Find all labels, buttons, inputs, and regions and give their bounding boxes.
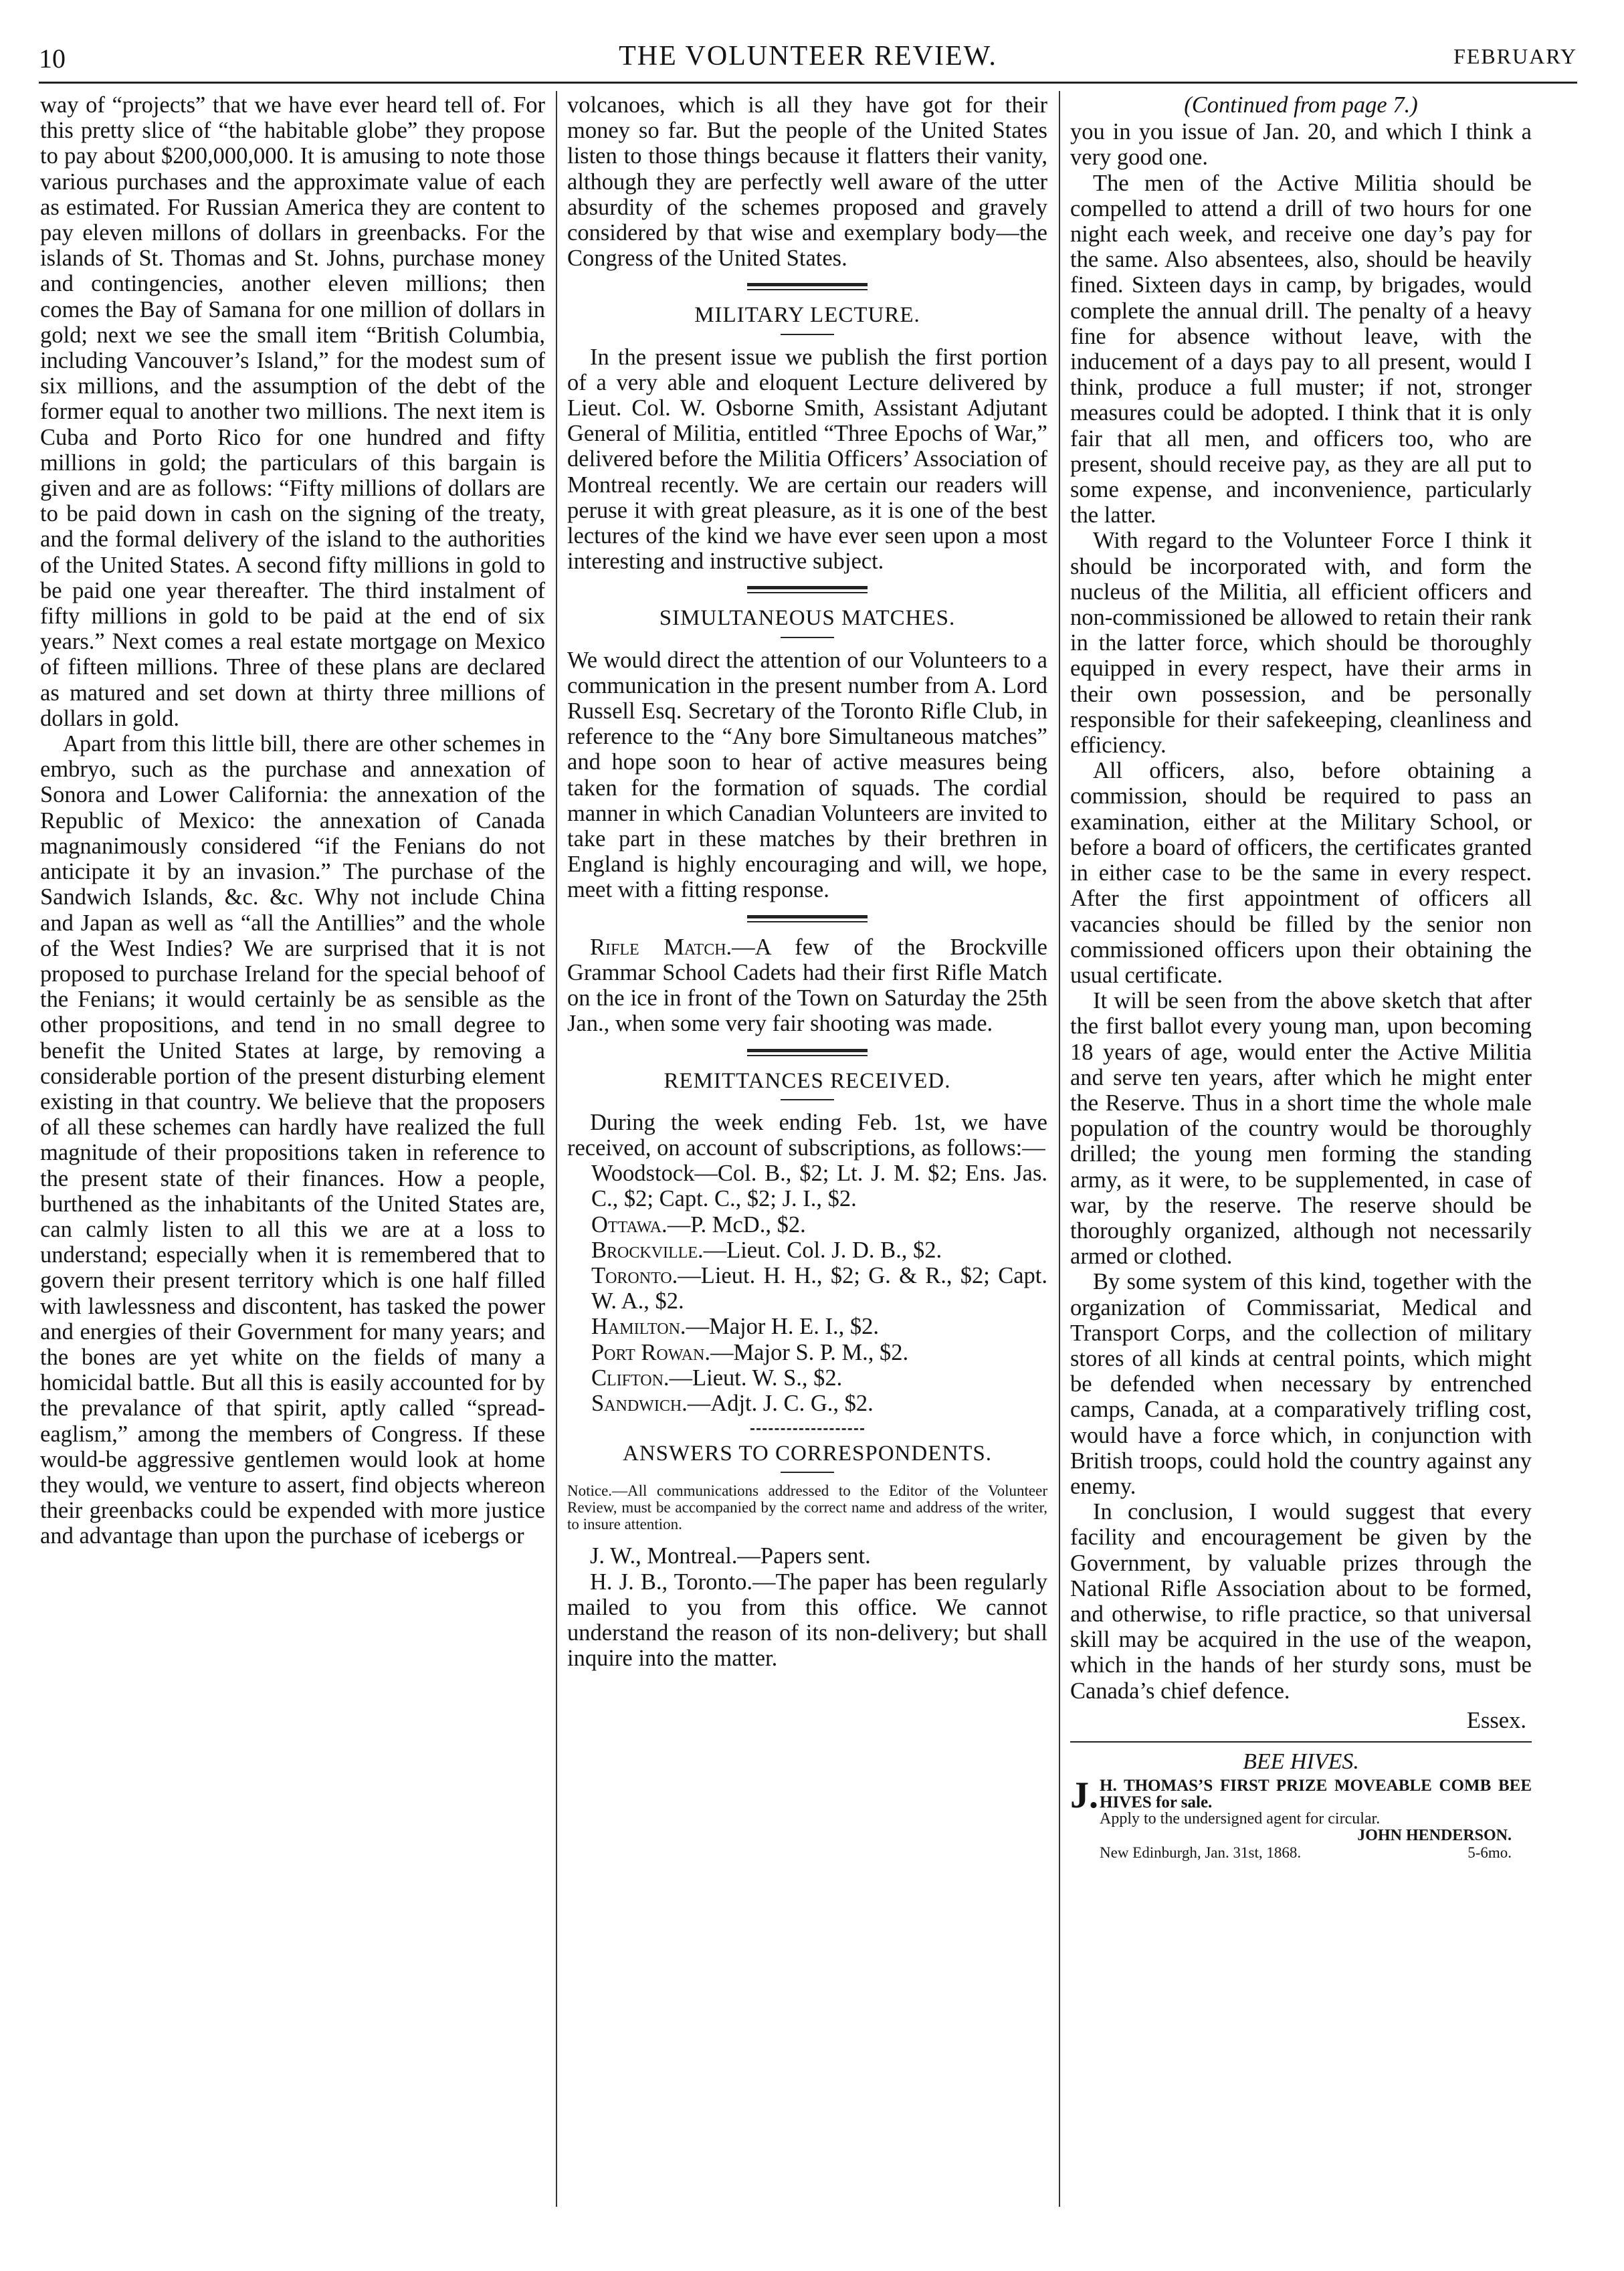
heading-rule <box>781 1099 834 1100</box>
remittance-text: —Adjt. J. C. G., $2. <box>687 1390 874 1416</box>
section-divider <box>747 1049 868 1056</box>
editorial-continuation: volcanoes, which is all they have got for their money so far. But the people of the United States listen to those things because it flatters their vanity, although they are perfectly well aware of the utter absurdity of the schemes proposed and gravely considered by that wise and exemplary body—the Congress of the United States. <box>567 92 1047 272</box>
page-number: 10 <box>39 43 66 74</box>
advert-body <box>1070 1777 1532 1861</box>
simultaneous-matches-text: We would direct the attention of our Volunteers to a communication in the present number from A. Lord Russell Esq. Secretary of the Toronto Rifle Club, in reference to the “Any bore Simultaneous matches” and hope soon to hear of active measures being taken for the formation of squads. The cordial manner in which Canadian Volunteers are invited to take part in these matches by their brethren in England is highly encouraging and will, we hope, meet with a fitting response. <box>567 647 1047 903</box>
section-divider <box>747 283 868 290</box>
editor-notice: Notice.—All communications addressed to the Editor of the Volunteer Review, must be accompanied by the correct name and address of the writer, to insure attention. <box>567 1482 1047 1533</box>
heading-rule <box>781 637 834 638</box>
advert-footer <box>1100 1844 1532 1861</box>
continued-note: (Continued from page 7.) <box>1184 92 1418 118</box>
letter-paragraph: It will be seen from the above sketch that after the first ballot every young man, upon becoming 18 years of age, would enter the Active Militia and serve ten years, after which he might enter the Reserve. Thus in a short time the whole male population of the country would be thoroughly drilled; the young men forming the standing army, as it were, to be supplemented, in case of war, by the reserve. The reserve should be thoroughly organized, although not necessarily armed or clothed. <box>1070 988 1532 1270</box>
answers-heading: ANSWERS TO CORRESPONDENTS. <box>623 1442 992 1466</box>
remittance-entry <box>567 1161 1047 1211</box>
section-divider <box>747 915 868 922</box>
letter-paragraph: By some system of this kind, together with the organization of Commissariat, Medical and Transport Corps, and the collection of military stores of all kinds at central points, which might be defended when necessary by entrenched camps, Canada, at a comparatively trifling cost, would have a force which, in conjunction with British troops, could hold the country against any enemy. <box>1070 1269 1532 1499</box>
remittance-text: —Major H. E. I., $2. <box>686 1314 879 1340</box>
remittance-place: Clifton. <box>591 1365 670 1391</box>
section-divider <box>747 586 868 593</box>
remittance-text: —Lieut. Col. J. D. B., $2. <box>703 1237 942 1263</box>
remittance-entry <box>567 1238 1047 1263</box>
issue-month: FEBRUARY <box>1453 44 1577 68</box>
answer-item: H. J. B., Toronto.—The paper has been regularly mailed to you from this office. We cannot understand the reason of its non-delivery; but shall inquire into the matter. <box>567 1569 1047 1672</box>
remittances-heading: REMITTANCES RECEIVED. <box>664 1068 951 1093</box>
advert-title: BEE HIVES. <box>1243 1749 1359 1774</box>
remittance-entry <box>567 1212 1047 1238</box>
letter-paragraph: The men of the Active Militia should be compelled to attend a drill of two hours for one night each week, and receive one day’s pay for the same. Also absentees, also, should be heavily fined. Sixteen days in camp, by brigades, would complete the annual drill. The penalty of a heavy fine for absence without leave, with the inducement of a days pay to all present, would I think, produce a full muster; if not, stronger measures could be adopted. I think that it is only fair that all men, and officers too, who are present, should receive pay, as they are all put to some expense, and inconvenience, particularly the latter. <box>1070 170 1532 528</box>
advert-agent-name: JOHN HENDERSON. <box>1357 1827 1512 1845</box>
remittance-place: Toronto. <box>591 1262 678 1288</box>
remittance-entry <box>567 1263 1047 1314</box>
advert-rule <box>1070 1741 1532 1743</box>
advert-instructions: Apply to the undersigned agent for circular. <box>1100 1810 1381 1828</box>
remittance-place: Ottawa. <box>591 1211 668 1238</box>
section-divider <box>750 1428 864 1430</box>
remittance-place: Hamilton. <box>591 1314 686 1340</box>
remittance-place: Port Rowan. <box>591 1339 710 1365</box>
heading-rule <box>781 334 834 335</box>
column-divider-2 <box>1059 91 1060 2207</box>
column-divider-1 <box>556 91 557 2207</box>
simultaneous-matches-heading: SIMULTANEOUS MATCHES. <box>659 606 956 631</box>
military-lecture-heading: MILITARY LECTURE. <box>694 303 920 328</box>
remittance-text: —Lieut. W. S., $2. <box>669 1365 843 1391</box>
remittance-entry <box>567 1340 1047 1365</box>
remittance-place: Sandwich. <box>591 1390 688 1416</box>
letter-paragraph: In conclusion, I would suggest that every facility and encouragement be given by the Government, by valuable prizes through the National Rifle Association about to be formed, and otherwise, to rifle practice, so that universal skill may be acquired in the use of the weapon, which in the hands of her sturdy sons, must be Canada’s chief defence. <box>1070 1499 1532 1704</box>
military-lecture-text: In the present issue we publish the first portion of a very able and eloquent Lecture delivered by Lieut. Col. W. Osborne Smith, Assistant Adjutant General of Militia, entitled “Three Epochs of War,” delivered before the Militia Officers’ Association of Montreal recently. We are certain our readers will peruse it with great pleasure, as it is one of the best lectures of the kind we have ever seen upon a most interesting and instructive subject. <box>567 344 1047 575</box>
rifle-match-item <box>567 934 1047 1037</box>
column-2 <box>567 92 1047 1671</box>
letter-signature: Essex. <box>1466 1707 1526 1733</box>
remittance-text: Woodstock—Col. B., $2; Lt. J. M. $2; Ens. Jas. C., $2; Capt. C., $2; J. I., $2. <box>591 1161 1047 1212</box>
remittance-entry <box>567 1314 1047 1339</box>
advert-place-date: New Edinburgh, Jan. 31st, 1868. <box>1100 1844 1302 1862</box>
advert-code: 5-6mo. <box>1467 1844 1512 1862</box>
heading-rule <box>781 1472 834 1473</box>
page-header <box>39 37 1577 78</box>
answer-item: J. W., Montreal.—Papers sent. <box>590 1543 871 1569</box>
rifle-match-text: —A few of the Brockville Grammar School Cadets had their first Rifle Match on the ice in front of the Town on Saturday the 25th Jan., when some very fair shooting was made. <box>567 934 1047 1037</box>
letter-paragraph: With regard to the Volunteer Force I think it should be incorporated with, and form the nucleus of the Militia, all efficient officers and non-commissioned be allowed to retain their rank in the latter force, which should be thoroughly equipped in every respect, have their arms in their own possession, and be personally responsible for their safekeeping, cleanliness and efficiency. <box>1070 528 1532 759</box>
letter-paragraph: you in you issue of Jan. 20, and which I think a very good one. <box>1070 119 1532 171</box>
column-3 <box>1070 92 1532 1861</box>
remittance-text: —Lieut. H. H., $2; G. & R., $2; Capt. W. A., $2. <box>591 1262 1047 1314</box>
remittance-place: Brockville. <box>591 1237 704 1263</box>
newspaper-title: THE VOLUNTEER REVIEW. <box>619 41 997 72</box>
remittance-entry <box>567 1391 1047 1416</box>
editorial-paragraph-1: way of “projects” that we have ever heard tell of. For this pretty slice of “the habitable globe” they propose to pay about $200,000,000. It is amusing to note those various purchases and the approximate value of each as estimated. For Russian America they are content to pay eleven millons of dollars in greenbacks. For the islands of St. Thomas and St. Johns, purchase money and contingencies, another eleven millions; then comes the Bay of Samana for one million of dollars in gold; next we see the small item “British Columbia, including Vancouver’s Island,” for the modest sum of six millions, and the assumption of the debt of the former equal to another two millions. The next item is Cuba and Porto Rico for one hundred and fifty millions in gold; the particulars of this bargain is given and are as follows: “Fifty millions of dollars are to be paid down in cash on the signing of the treaty, and the formal delivery of the island to the authorities of the United States. A second fifty millions in gold to be paid one year thereafter. The third instalment of fifty millions in gold to be paid at the end of six years.” Next comes a real estate mortgage on Mexico of fifteen millions. Three of these plans are declared as matured and set down at thirty three millions of dollars in gold. <box>40 92 545 731</box>
editorial-paragraph-2: Apart from this little bill, there are other schemes in embryo, such as the purchase and annexation of Sonora and Lower California: the annexation of the Republic of Mexico: the annexation of Canada magnanimously considered “if the Fenians do not anticipate it by an invasion.” The purchase of the Sandwich Islands, &c. &c. Why not include China and Japan as well as “all the Antillies” and the whole of the West Indies? We are surprised that it is not proposed to purchase Ireland for the special behoof of the Fenians; it would certainly be as sensible as the other propositions, and tend in no small degree to benefit the United States at large, by removing a considerable portion of the present disturbing element existing in that country. We believe that the proposers of all these schemes can hardly have realized the full magnitude of their propositions taken in reference to the present state of their finances. How a people, burthened as the inhabitants of the United States are, can calmly listen to all this we are at a loss to understand; especially when it is remembered that to govern their present territory which is one half filled with lawlessness and discontent, has tasked the power and energies of their Government for many years; and the bones are yet white on the fields of many a homicidal battle. But all this is easily accounted for by the prevalance of that spirit, aptly called “spread-eaglism,” among the members of Congress. If these would-be aggressive gentlemen would look at home they would, we venture to assert, find objects whereon their greenbacks could be expended with more justice and advantage than upon the purchase of icebergs or <box>40 731 545 1549</box>
remittance-text: —Major S. P. M., $2. <box>710 1339 909 1365</box>
rifle-match-label: Rifle Match. <box>590 934 732 960</box>
letter-paragraph: All officers, also, before obtaining a commission, should be required to pass an examination, either at the Military School, or before a board of officers, the certificates granted in either case to be the same in every respect. After the first appointment of officers all vacancies should be filled by the senior non commissioned officers upon their obtaining the usual certificate. <box>1070 758 1532 988</box>
advert-headline: H. THOMAS’S FIRST PRIZE MOVEABLE COMB BEE HIVES for sale. <box>1100 1777 1532 1812</box>
remittance-text: —P. McD., $2. <box>667 1211 806 1238</box>
remittance-entry <box>567 1365 1047 1391</box>
remittances-intro: During the week ending Feb. 1st, we have received, on account of subscriptions, as follows:— <box>567 1109 1047 1161</box>
column-1 <box>40 92 545 1549</box>
advert-initial: J. <box>1070 1775 1098 1817</box>
header-rule <box>39 82 1577 84</box>
